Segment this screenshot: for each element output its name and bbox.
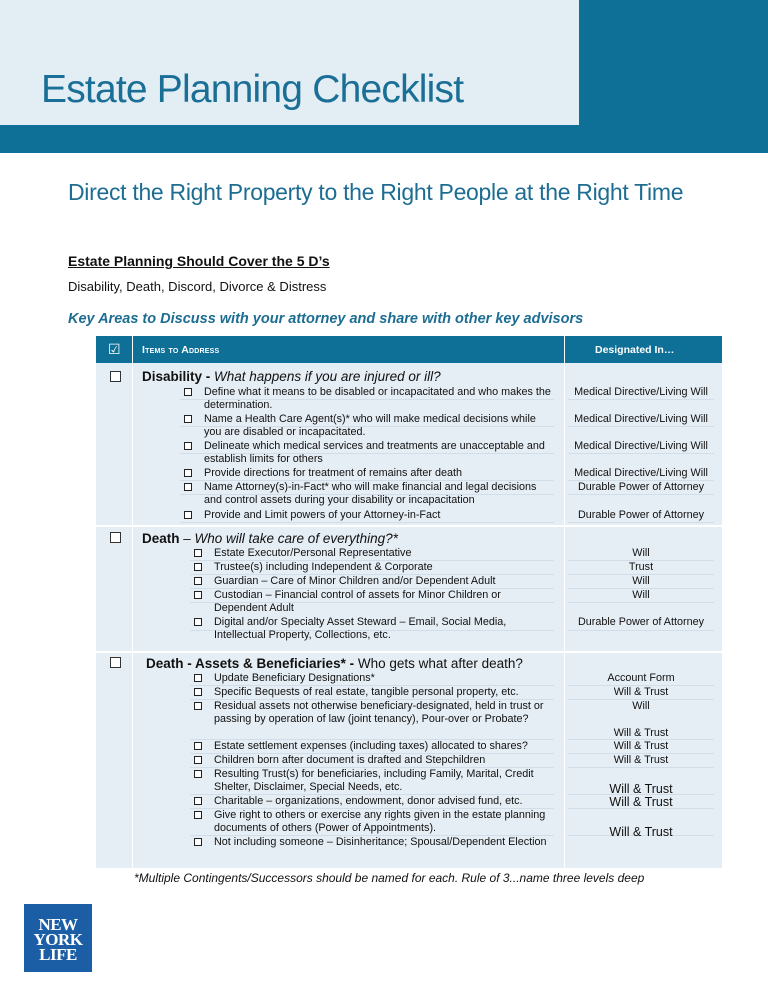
checklist-item: Update Beneficiary Designations* xyxy=(214,672,375,684)
item-checkbox[interactable] xyxy=(194,702,202,710)
designated-in: Account Form xyxy=(607,672,675,684)
item-checkbox[interactable] xyxy=(194,811,202,819)
item-checkbox[interactable] xyxy=(184,415,192,423)
item-checkbox[interactable] xyxy=(194,838,202,846)
section-title xyxy=(142,531,398,546)
section-title-question: – Who will take care of everything?* xyxy=(179,531,398,546)
item-checkbox[interactable] xyxy=(194,674,202,682)
item-checkbox[interactable] xyxy=(184,483,192,491)
table-header xyxy=(96,336,722,363)
row-divider xyxy=(568,630,714,631)
checklist-item: Trustee(s) including Independent & Corporate xyxy=(214,561,433,573)
checklist-item: Give right to others or exercise any rights given in the estate planning documents of others (Power of Appointments). xyxy=(214,809,546,835)
column-header-items: Items to Address xyxy=(142,344,220,356)
designated-in: Durable Power of Attorney xyxy=(577,616,705,628)
checklist-item: Estate Executor/Personal Representative xyxy=(214,547,412,559)
designated-in: Will & Trust xyxy=(613,727,669,739)
designated-in: Durable Power of Attorney xyxy=(577,481,705,493)
designated-in: Will & Trust xyxy=(609,795,673,809)
designated-in: Will & Trust xyxy=(613,754,669,766)
section-title-bold: Death - Assets & Beneficiaries* - xyxy=(146,656,358,671)
designated-in: Medical Directive/Living Will xyxy=(574,386,708,398)
item-checkbox[interactable] xyxy=(194,618,202,626)
column-header-designated: Designated In… xyxy=(595,344,675,356)
item-checkbox[interactable] xyxy=(194,563,202,571)
page-title: Estate Planning Checklist xyxy=(41,68,464,111)
checklist-item: Children born after document is drafted and Stepchildren xyxy=(214,754,486,766)
item-checkbox[interactable] xyxy=(184,442,192,450)
row-divider xyxy=(568,767,714,768)
logo-line: NEW xyxy=(38,915,78,934)
row-divider xyxy=(568,399,714,400)
five-ds-heading: Estate Planning Should Cover the 5 D’s xyxy=(68,253,330,269)
logo-line: YORK xyxy=(33,930,83,949)
section-checkbox[interactable] xyxy=(110,532,121,543)
item-checkbox[interactable] xyxy=(194,742,202,750)
item-checkbox[interactable] xyxy=(194,756,202,764)
designated-in: Will xyxy=(632,575,650,587)
designated-in: Medical Directive/Living Will xyxy=(574,440,708,452)
designated-in: Durable Power of Attorney xyxy=(577,509,705,521)
section-title-bold: Disability - xyxy=(142,369,215,384)
subtitle: Direct the Right Property to the Right People at the Right Time xyxy=(68,179,684,205)
checklist-item: Specific Bequests of real estate, tangible personal property, etc. xyxy=(214,686,519,698)
designated-in: Will xyxy=(632,547,650,559)
designated-in: Medical Directive/Living Will xyxy=(574,467,708,479)
checklist-item: Digital and/or Specialty Asset Steward – Email, Social Media, Intellectual Property, Collections, etc. xyxy=(214,616,507,642)
checked-box-icon: ☑ xyxy=(108,341,121,357)
checklist-item: Estate settlement expenses (including taxes) allocated to shares? xyxy=(214,740,528,752)
section-title xyxy=(146,656,523,671)
checklist-item: Residual assets not otherwise beneficiary-designated, held in trust or passing by operation of law (joint tenancy), Pour-over or Probate? xyxy=(214,700,544,726)
item-checkbox[interactable] xyxy=(184,469,192,477)
new-york-life-logo xyxy=(24,904,92,972)
designated-in: Trust xyxy=(628,561,654,573)
column-divider xyxy=(564,336,565,868)
checklist-item: Define what it means to be disabled or incapacitated and who makes the determination. xyxy=(204,386,551,412)
checklist-item: Not including someone – Disinheritance; Spousal/Dependent Election xyxy=(214,836,547,848)
designated-in: Will xyxy=(632,700,650,712)
checklist-item: Resulting Trust(s) for beneficiaries, including Family, Marital, Credit Shelter, Disclaimer, Special Needs, etc. xyxy=(214,768,534,794)
logo-line: LIFE xyxy=(39,945,77,964)
section-divider xyxy=(96,525,722,527)
item-checkbox[interactable] xyxy=(184,511,192,519)
checklist-item: Name Attorney(s)-in-Fact* who will make financial and legal decisions and control assets during your disability or incapacitation xyxy=(204,481,537,507)
section-checkbox[interactable] xyxy=(110,371,121,382)
item-checkbox[interactable] xyxy=(194,770,202,778)
checklist-item: Charitable – organizations, endowment, donor advised fund, etc. xyxy=(214,795,523,807)
item-checkbox[interactable] xyxy=(194,577,202,585)
checklist-item: Provide directions for treatment of remains after death xyxy=(204,467,463,479)
checklist-item: Provide and Limit powers of your Attorney-in-Fact xyxy=(204,509,441,521)
section-title-question: Who gets what after death? xyxy=(357,656,523,671)
row-divider xyxy=(568,494,714,495)
checklist-item: Guardian – Care of Minor Children and/or Dependent Adult xyxy=(214,575,496,587)
checklist-item: Name a Health Care Agent(s)* who will make medical decisions while you are disabled or incapacitated. xyxy=(204,413,536,439)
designated-in: Will & Trust xyxy=(609,825,673,839)
designated-in: Will xyxy=(632,589,650,601)
designated-in: Will & Trust xyxy=(613,740,669,752)
designated-in: Medical Directive/Living Will xyxy=(574,413,708,425)
designated-in: Will & Trust xyxy=(613,686,669,698)
item-checkbox[interactable] xyxy=(194,549,202,557)
item-checkbox[interactable] xyxy=(194,797,202,805)
item-checkbox[interactable] xyxy=(194,591,202,599)
item-checkbox[interactable] xyxy=(194,688,202,696)
item-checkbox[interactable] xyxy=(184,388,192,396)
checklist-item: Delineate which medical services and treatments are unacceptable and establish limits for others xyxy=(204,440,545,466)
section-checkbox[interactable] xyxy=(110,657,121,668)
section-title xyxy=(142,369,441,384)
section-title-question: What happens if you are injured or ill? xyxy=(214,369,441,384)
row-divider xyxy=(568,522,714,523)
key-areas-heading: Key Areas to Discuss with your attorney and share with other key advisors xyxy=(68,311,584,327)
column-divider xyxy=(132,336,133,868)
designated-in: Will & Trust xyxy=(609,782,673,796)
row-divider xyxy=(568,602,714,603)
checklist-table xyxy=(96,336,722,868)
section-title-bold: Death xyxy=(142,531,180,546)
five-ds-list: Disability, Death, Discord, Divorce & Distress xyxy=(68,279,327,294)
section-divider xyxy=(96,651,722,653)
footnote: *Multiple Contingents/Successors should be named for each. Rule of 3...name three levels deep xyxy=(134,871,645,885)
row-divider xyxy=(568,426,714,427)
row-divider xyxy=(568,453,714,454)
checklist-item: Custodian – Financial control of assets for Minor Children or Dependent Adult xyxy=(214,589,501,615)
